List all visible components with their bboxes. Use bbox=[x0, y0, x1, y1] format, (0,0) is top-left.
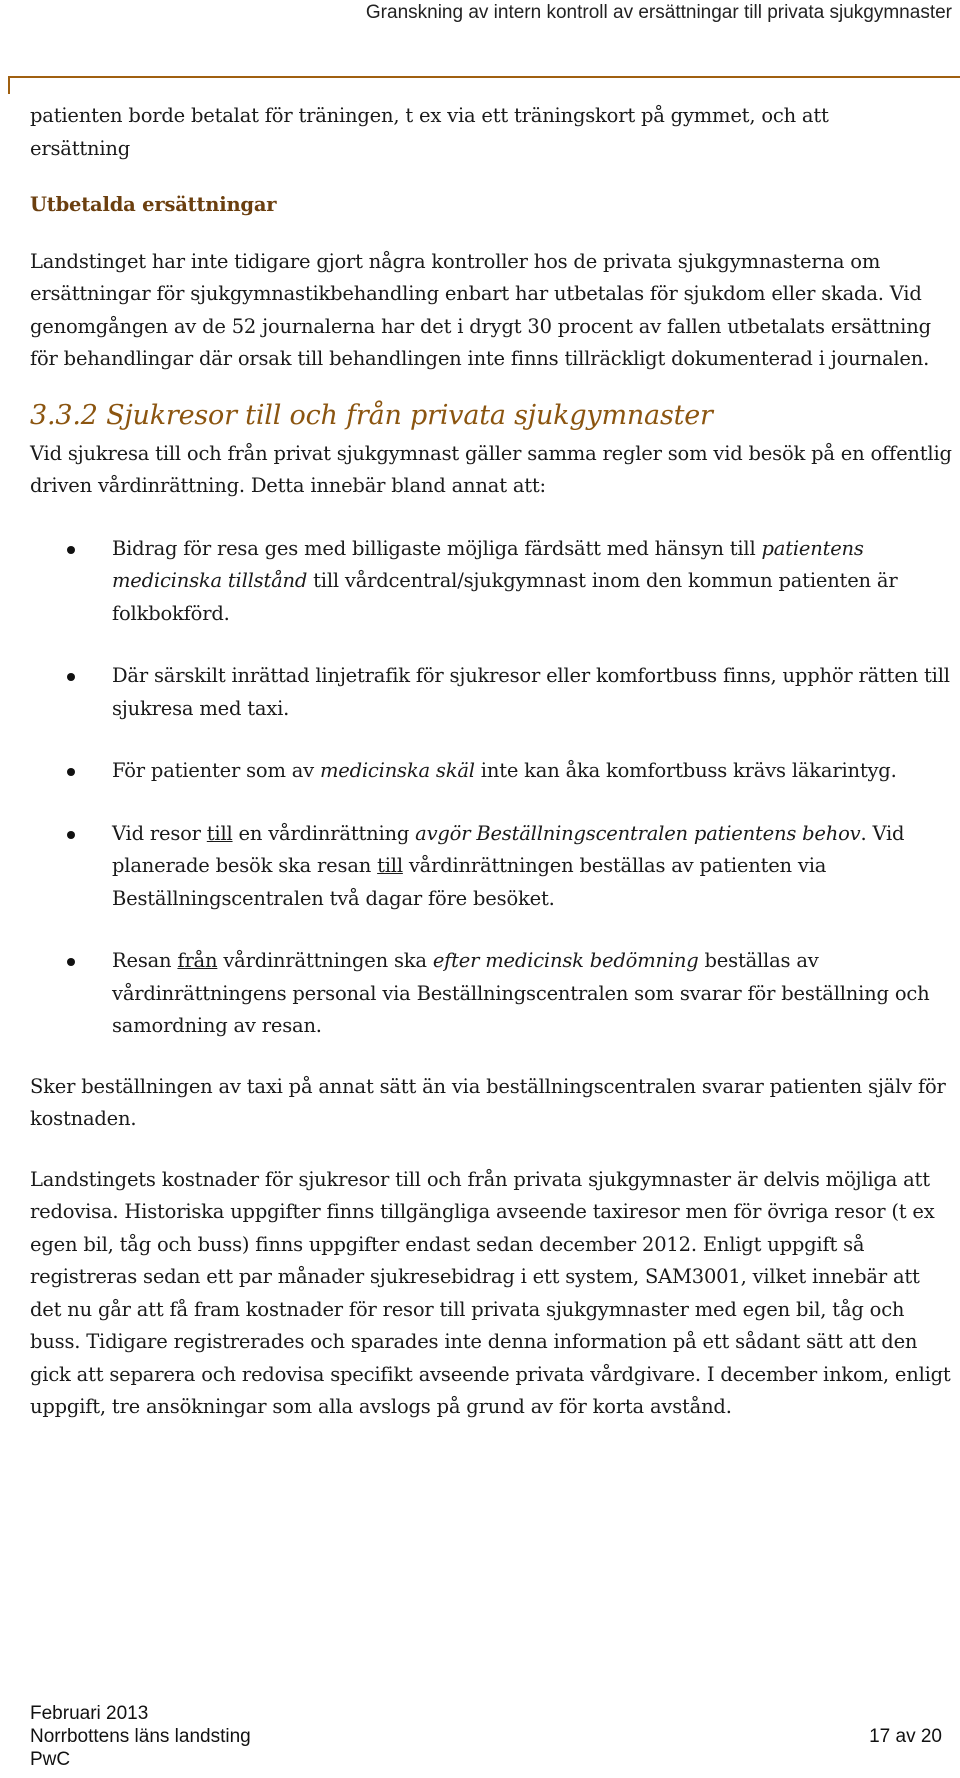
page-number: 17 av 20 bbox=[869, 1726, 942, 1747]
list-item: Där särskilt inrättad linjetrafik för sjukresor eller komfortbuss finns, upphör rätten till sjukresa med taxi. bbox=[30, 660, 952, 725]
bullet-icon bbox=[67, 768, 75, 776]
page-footer bbox=[30, 1702, 942, 1771]
bullet-icon bbox=[67, 546, 75, 554]
footer-organization: Norrbottens läns landsting bbox=[30, 1726, 251, 1747]
list-item: För patienter som av medicinska skäl inte kan åka komfortbuss krävs läkarintyg. bbox=[30, 755, 952, 788]
footer-company: PwC bbox=[30, 1749, 71, 1770]
footer-date: Februari 2013 bbox=[30, 1703, 149, 1724]
continuation-line-2: ersättning bbox=[30, 136, 131, 160]
continuation-line-1: patienten borde betalat för träningen, t ex via ett träningskort på gymmet, och att bbox=[30, 104, 829, 127]
heading-paid-compensation: Utbetalda ersättningar bbox=[30, 193, 277, 216]
rules-list bbox=[30, 533, 952, 1043]
list-item: Vid resor till en vårdinrättning avgör Beställningscentralen patientens behov. Vid planerade besök ska resan till vårdinrättningen beställas av patienten via Beställningscentralen två dagar före besöket. bbox=[30, 818, 952, 916]
list-item: Resan från vårdinrättningen ska efter medicinsk bedömning beställas av vårdinrättningens personal via Beställningscentralen som svarar för beställning och samordning av resan. bbox=[30, 945, 952, 1043]
header-rule bbox=[8, 76, 960, 78]
paragraph-paid-compensation: Landstinget har inte tidigare gjort några kontroller hos de privata sjukgymnasterna om ersättningar för sjukgymnastikbehandling enbart har utbetalas för sjukdom eller skada. Vid genomgången av de 52 journalerna har det i drygt 30 procent av fallen utbetalats ersättning för behandlingar där orsak till behandlingen inte finns tillräckligt dokumenterad i journalen. bbox=[30, 249, 931, 370]
paragraph-sick-travel-intro: Vid sjukresa till och från privat sjukgymnast gäller samma regler som vid besök på en offentlig driven vårdinrättning. Detta innebär bland annat att: bbox=[30, 441, 952, 497]
list-item: Bidrag för resa ges med billigaste möjliga färdsätt med hänsyn till patientens medicinska tillstånd till vårdcentral/sjukgymnast inom den kommun patienten är folkbokförd. bbox=[30, 533, 952, 631]
paragraph-taxi-order: Sker beställningen av taxi på annat sätt än via beställningscentralen svarar patienten själv för kostnaden. bbox=[30, 1074, 946, 1130]
section-heading-sick-travel: 3.3.2 Sjukresor till och från privata sjukgymnaster bbox=[30, 399, 713, 431]
document-body bbox=[30, 100, 952, 1424]
running-header: Granskning av intern kontroll av ersättningar till privata sjukgymnaster bbox=[365, 2, 952, 23]
bullet-icon bbox=[67, 958, 75, 966]
header-rule-tick bbox=[8, 76, 10, 94]
paragraph-costs: Landstingets kostnader för sjukresor till och från privata sjukgymnaster är delvis möjliga att redovisa. Historiska uppgifter finns tillgängliga avseende taxiresor men för övriga resor (t ex egen bil, tåg och buss) finns uppgifter endast sedan december 2012. Enligt uppgift så registreras sedan ett par månader sjukresebidrag i ett system, SAM3001, vilket innebär att det nu går att få fram kostnader för resor till privata sjukgymnaster med egen bil, tåg och buss. Tidigare registrerades och sparades inte denna information på ett sådant sätt att den gick att separera och redovisa specifikt avseende privata vårdgivare. I december inkom, enligt uppgift, tre ansökningar som alla avslogs på grund av för korta avstånd. bbox=[30, 1167, 951, 1418]
paragraph-continuation bbox=[30, 100, 952, 165]
bullet-icon bbox=[67, 831, 75, 839]
bullet-icon bbox=[67, 673, 75, 681]
